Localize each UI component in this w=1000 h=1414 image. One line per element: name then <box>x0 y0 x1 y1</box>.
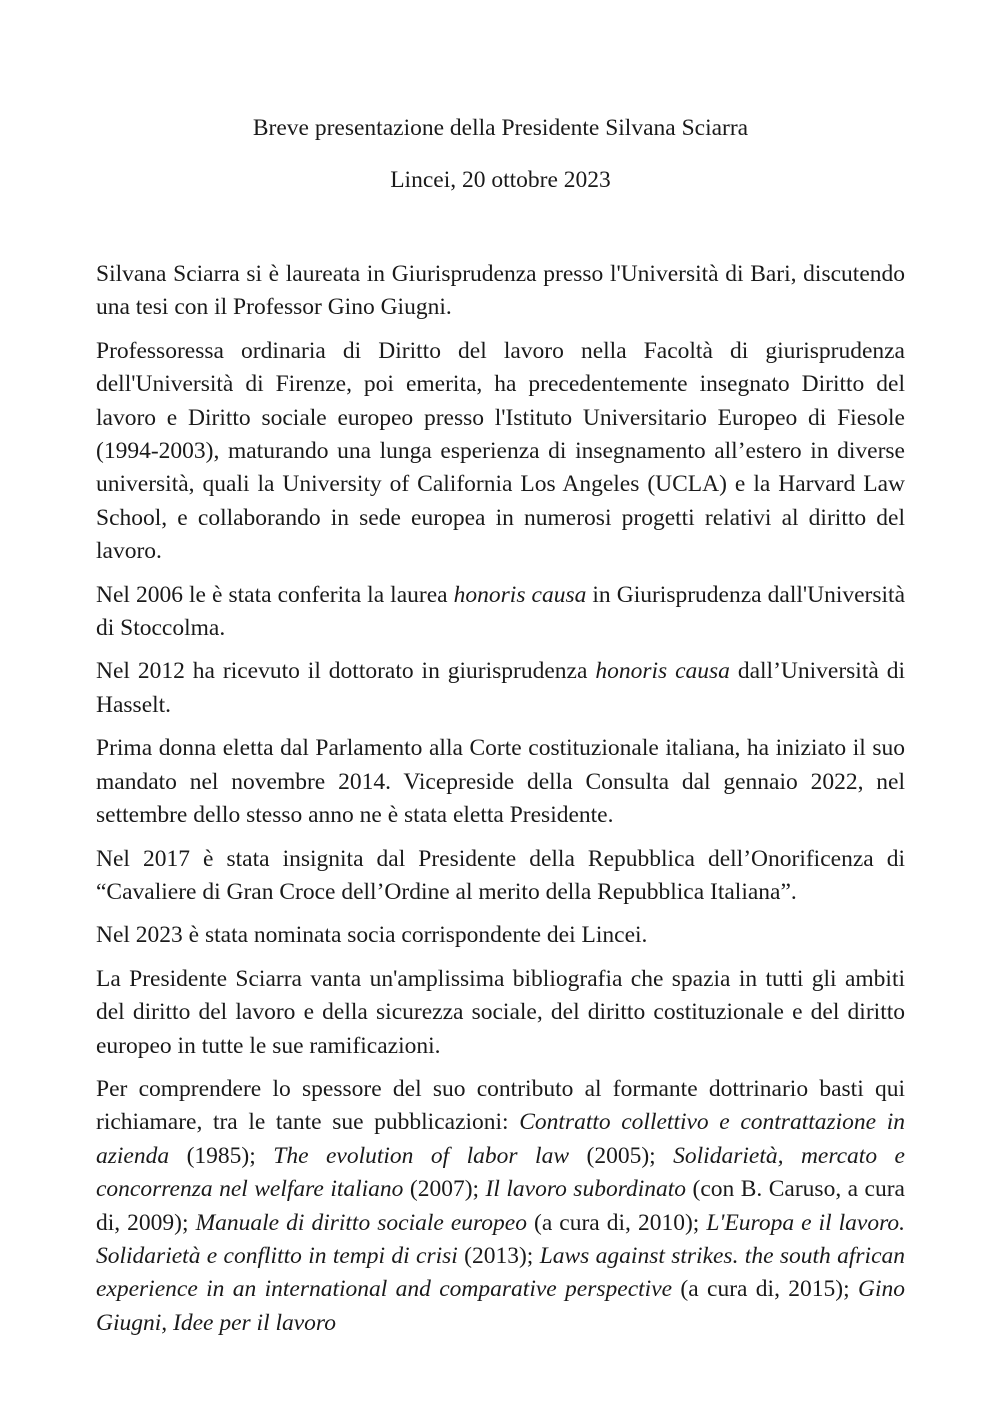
italic-phrase: honoris causa <box>595 658 730 685</box>
text-run: (2005); <box>569 1142 674 1169</box>
text-run: Per comprendere lo spessore del suo contributo al formante dottrinario basti qui richiamare, tra le tante sue pubblicazioni: <box>96 1075 905 1136</box>
publication-title: L'Europa e il lavoro. Solidarietà e conflitto in tempi di crisi <box>96 1209 906 1269</box>
publication-title: Solidarietà, mercato e concorrenza nel welfare italiano <box>96 1142 905 1203</box>
publication-title: Contratto collettivo e contrattazione in azienda <box>96 1109 906 1169</box>
paragraph-lincei: Nel 2023 è stata nominata socia corrispondente dei Lincei. <box>96 922 648 949</box>
publication-title: Manuale di diritto sociale europeo <box>195 1209 527 1236</box>
text-run: (1985); <box>169 1142 274 1169</box>
text-run: Nel 2012 ha ricevuto il dottorato in giurisprudenza <box>96 658 596 685</box>
paragraph-onorificenza: Nel 2017 è stata insignita dal Presidente della Repubblica dell’Onorificenza di “Cavaliere di Gran Croce dell’Ordine al merito della Repubblica Italiana”. <box>96 845 905 905</box>
text-run: (con B. Caruso, a cura di, 2009); <box>96 1176 905 1236</box>
document-body <box>96 258 905 1340</box>
paragraph-pubblicazioni <box>96 1073 905 1340</box>
text-run: (2007); <box>403 1176 486 1203</box>
document-page <box>96 112 905 1350</box>
text-run: (a cura di, 2015); <box>672 1276 858 1303</box>
publication-title: Laws against strikes. the south african experience in an international and comparative perspective <box>96 1242 905 1303</box>
paragraph-corte-costituzionale: Prima donna eletta dal Parlamento alla Corte costituzionale italiana, ha iniziato il suo mandato nel novembre 2014. Vicepreside della Consulta dal gennaio 2022, nel settembre dello stesso anno ne è stata eletta Presidente. <box>96 735 905 829</box>
paragraph-career: Professoressa ordinaria di Diritto del lavoro nella Facoltà di giurisprudenza dell'Università di Firenze, poi emerita, ha precedentemente insegnato Diritto del lavoro e Diritto sociale europeo presso l'Istituto Universitario Europeo di Fiesole (1994-2003), maturando una lunga esperienza di insegnamento all’estero in diverse università, quali la University of California Los Angeles (UCLA) e la Harvard Law School, e collaborando in sede europea in numerosi progetti relativi al diritto del lavoro. <box>96 337 905 565</box>
paragraph-bibliografia: La Presidente Sciarra vanta un'amplissima bibliografia che spazia in tutti gli ambiti del diritto del lavoro e della sicurezza sociale, del diritto costituzionale e del diritto europeo in tutte le sue ramificazioni. <box>96 965 905 1059</box>
italic-phrase: honoris causa <box>453 581 587 608</box>
text-run: (a cura di, 2010); <box>526 1209 707 1236</box>
paragraph-honoris-stoccolma <box>96 579 905 646</box>
publication-title: Gino Giugni, Idee per il lavoro <box>96 1276 905 1336</box>
text-run: Nel 2006 le è stata conferita la laurea <box>96 581 454 608</box>
publication-title: Il lavoro subordinato <box>485 1176 687 1203</box>
text-run: dall’Università di Hasselt. <box>96 658 906 718</box>
publication-title: The evolution of labor law <box>273 1142 570 1169</box>
paragraph-honoris-hasselt <box>96 655 905 722</box>
text-run: (2013); <box>457 1242 540 1269</box>
text-run: in Giurisprudenza dall'Università di Stoccolma. <box>96 581 905 642</box>
document-title: Breve presentazione della Presidente Silvana Sciarra <box>252 115 749 141</box>
paragraph-education: Silvana Sciarra si è laureata in Giurisprudenza presso l'Università di Bari, discutendo una tesi con il Professor Gino Giugni. <box>96 261 905 321</box>
document-subtitle: Lincei, 20 ottobre 2023 <box>390 167 611 193</box>
